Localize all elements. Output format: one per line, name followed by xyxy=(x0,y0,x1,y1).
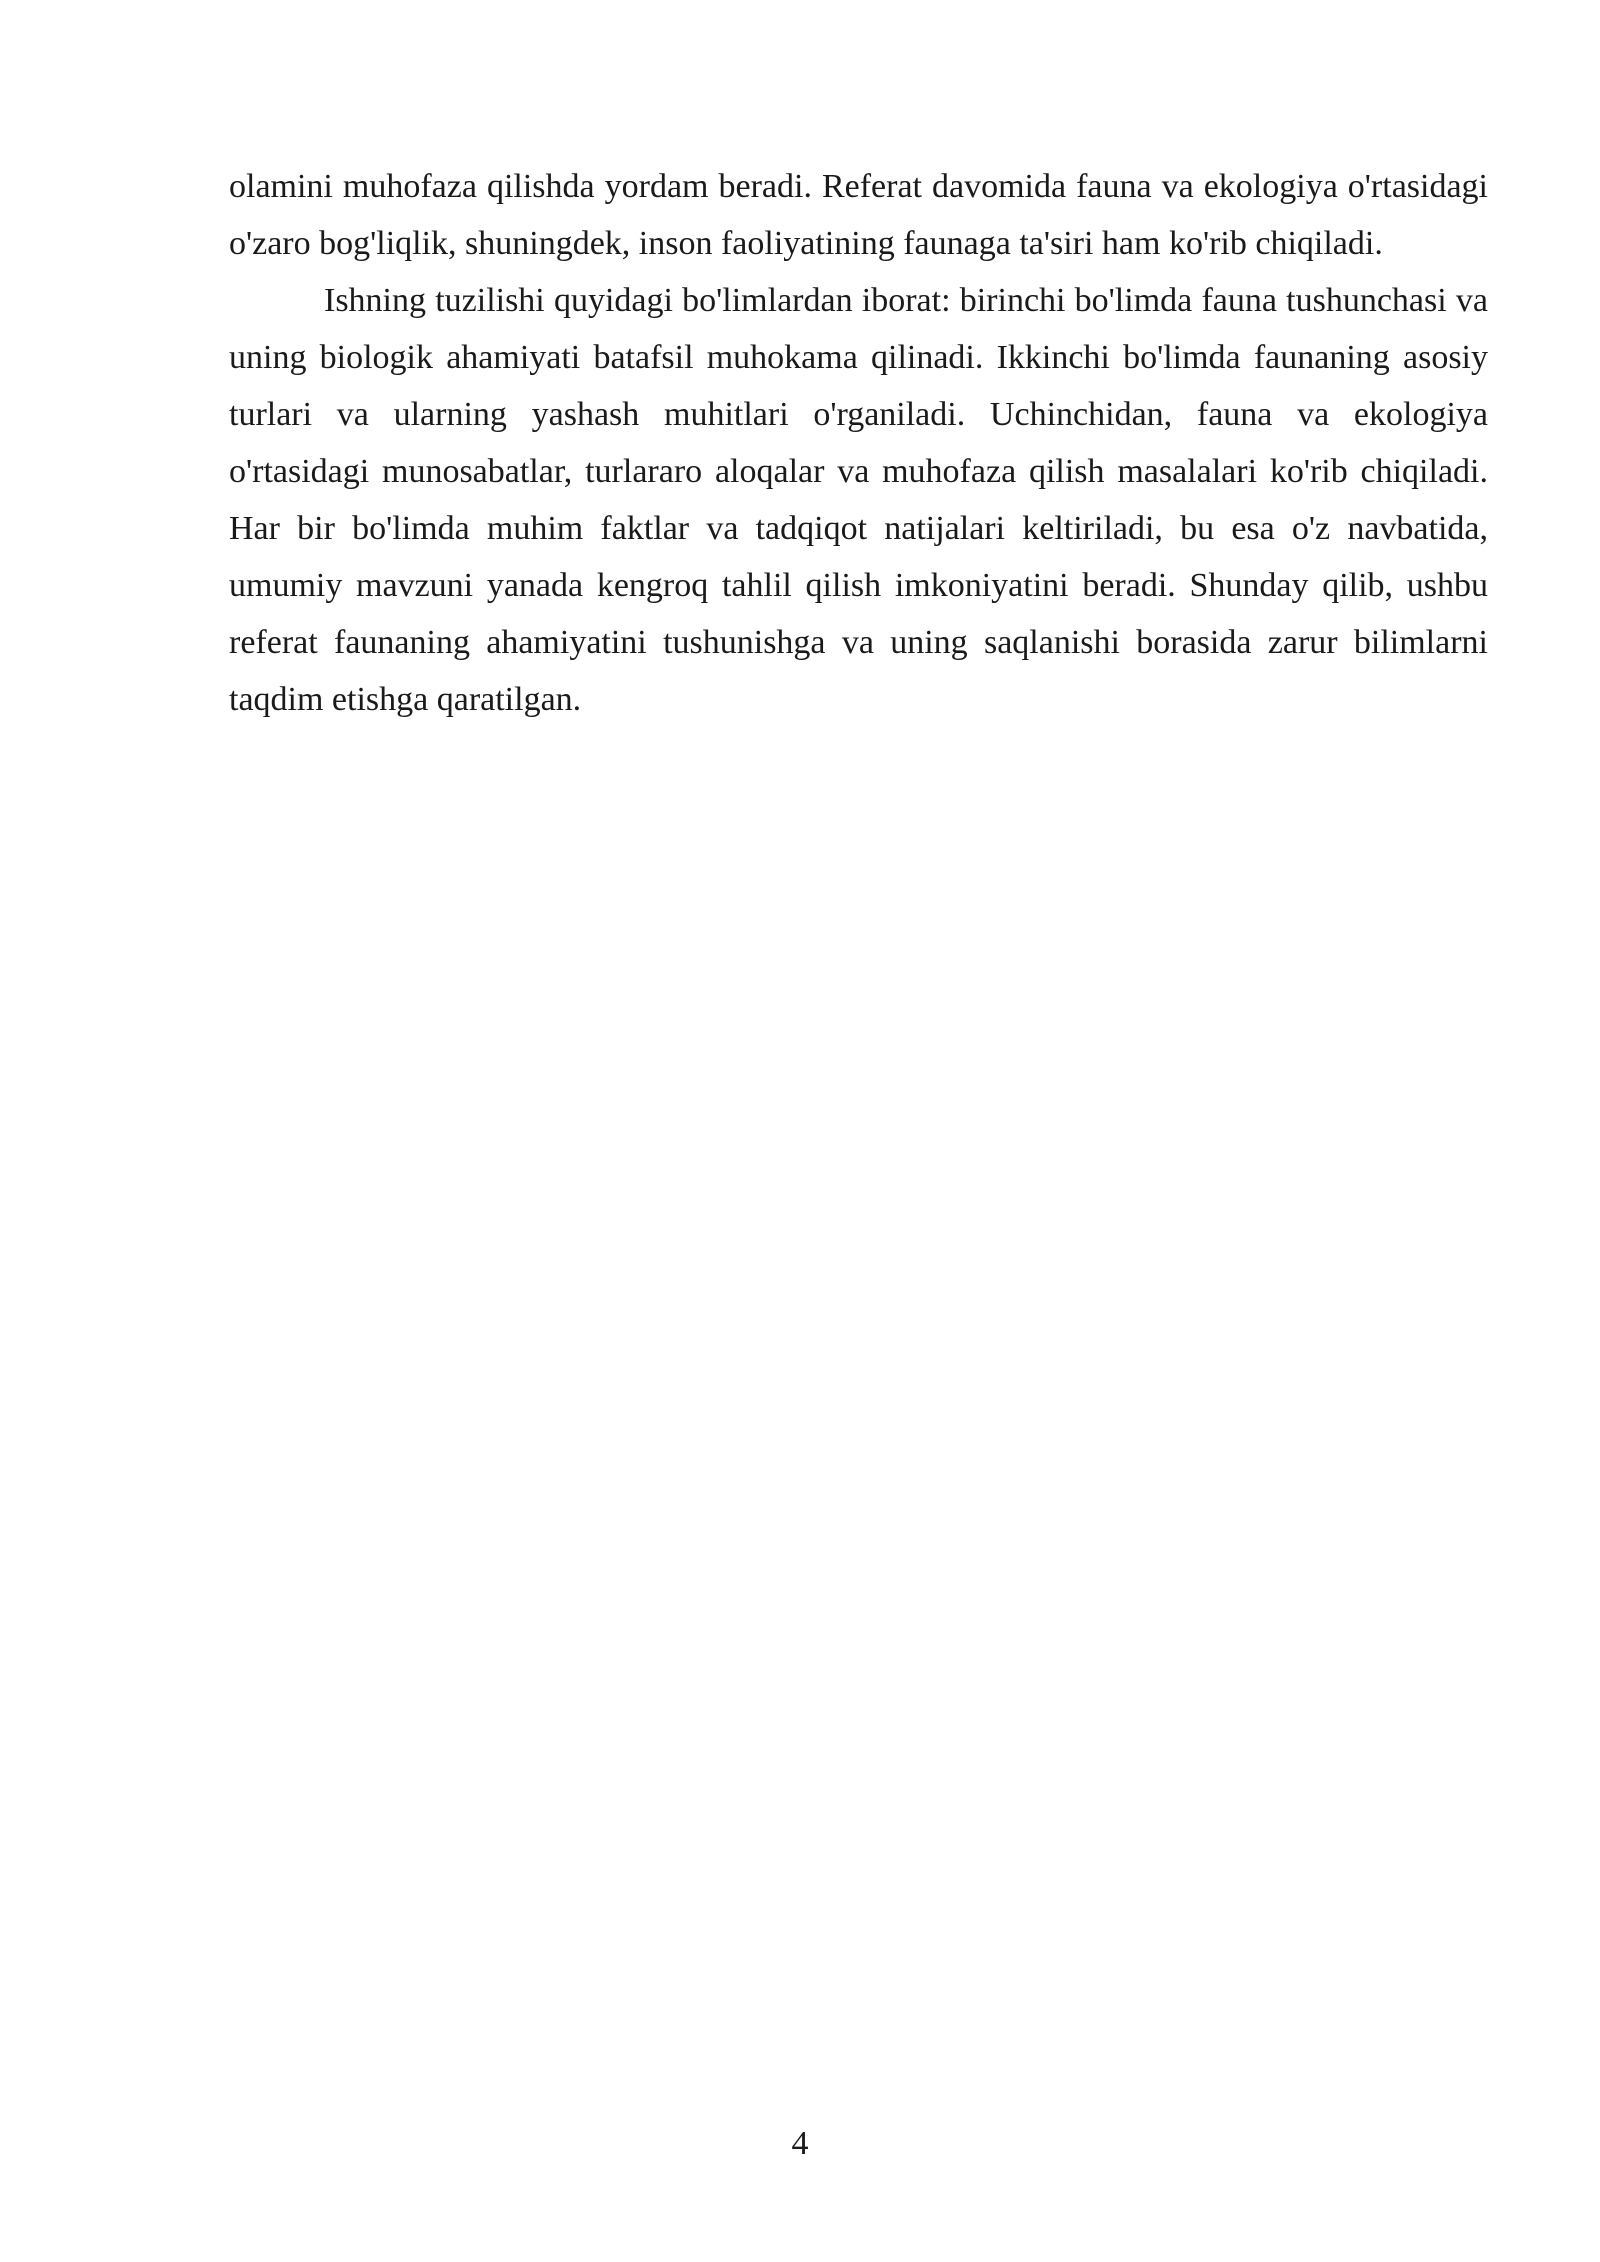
page-number: 4 xyxy=(791,2125,809,2162)
paragraph-structure: Ishning tuzilishi quyidagi bo'limlardan iborat: birinchi bo'limda fauna tushunchasi va uning biologik ahamiyati batafsil muhokama qilinadi. Ikkinchi bo'limda faunaning asosiy turlari va ularning yashash muhitlari o'rganiladi. Uchinchidan, fauna va ekologiya o'rtasidagi munosabatlar, turlararo aloqalar va muhofaza qilish masalalari ko'rib chiqiladi. Har bir bo'limda muhim faktlar va tadqiqot natijalari keltiriladi, bu esa o'z navbatida, umumiy mavzuni yanada kengroq tahlil qilish imkoniyatini beradi. Shunday qilib, ushbu referat faunaning ahamiyatini tushunishga va uning saqlanishi borasida zarur bilimlarni taqdim etishga qaratilgan. xyxy=(229,282,1488,718)
body-text xyxy=(229,158,1488,728)
paragraph-continuation: olamini muhofaza qilishda yordam beradi. Referat davomida fauna va ekologiya o'rtasidagi o'zaro bog'liqlik, shuningdek, inson faoliyatining faunaga ta'siri ham ko'rib chiqiladi. xyxy=(229,168,1488,262)
